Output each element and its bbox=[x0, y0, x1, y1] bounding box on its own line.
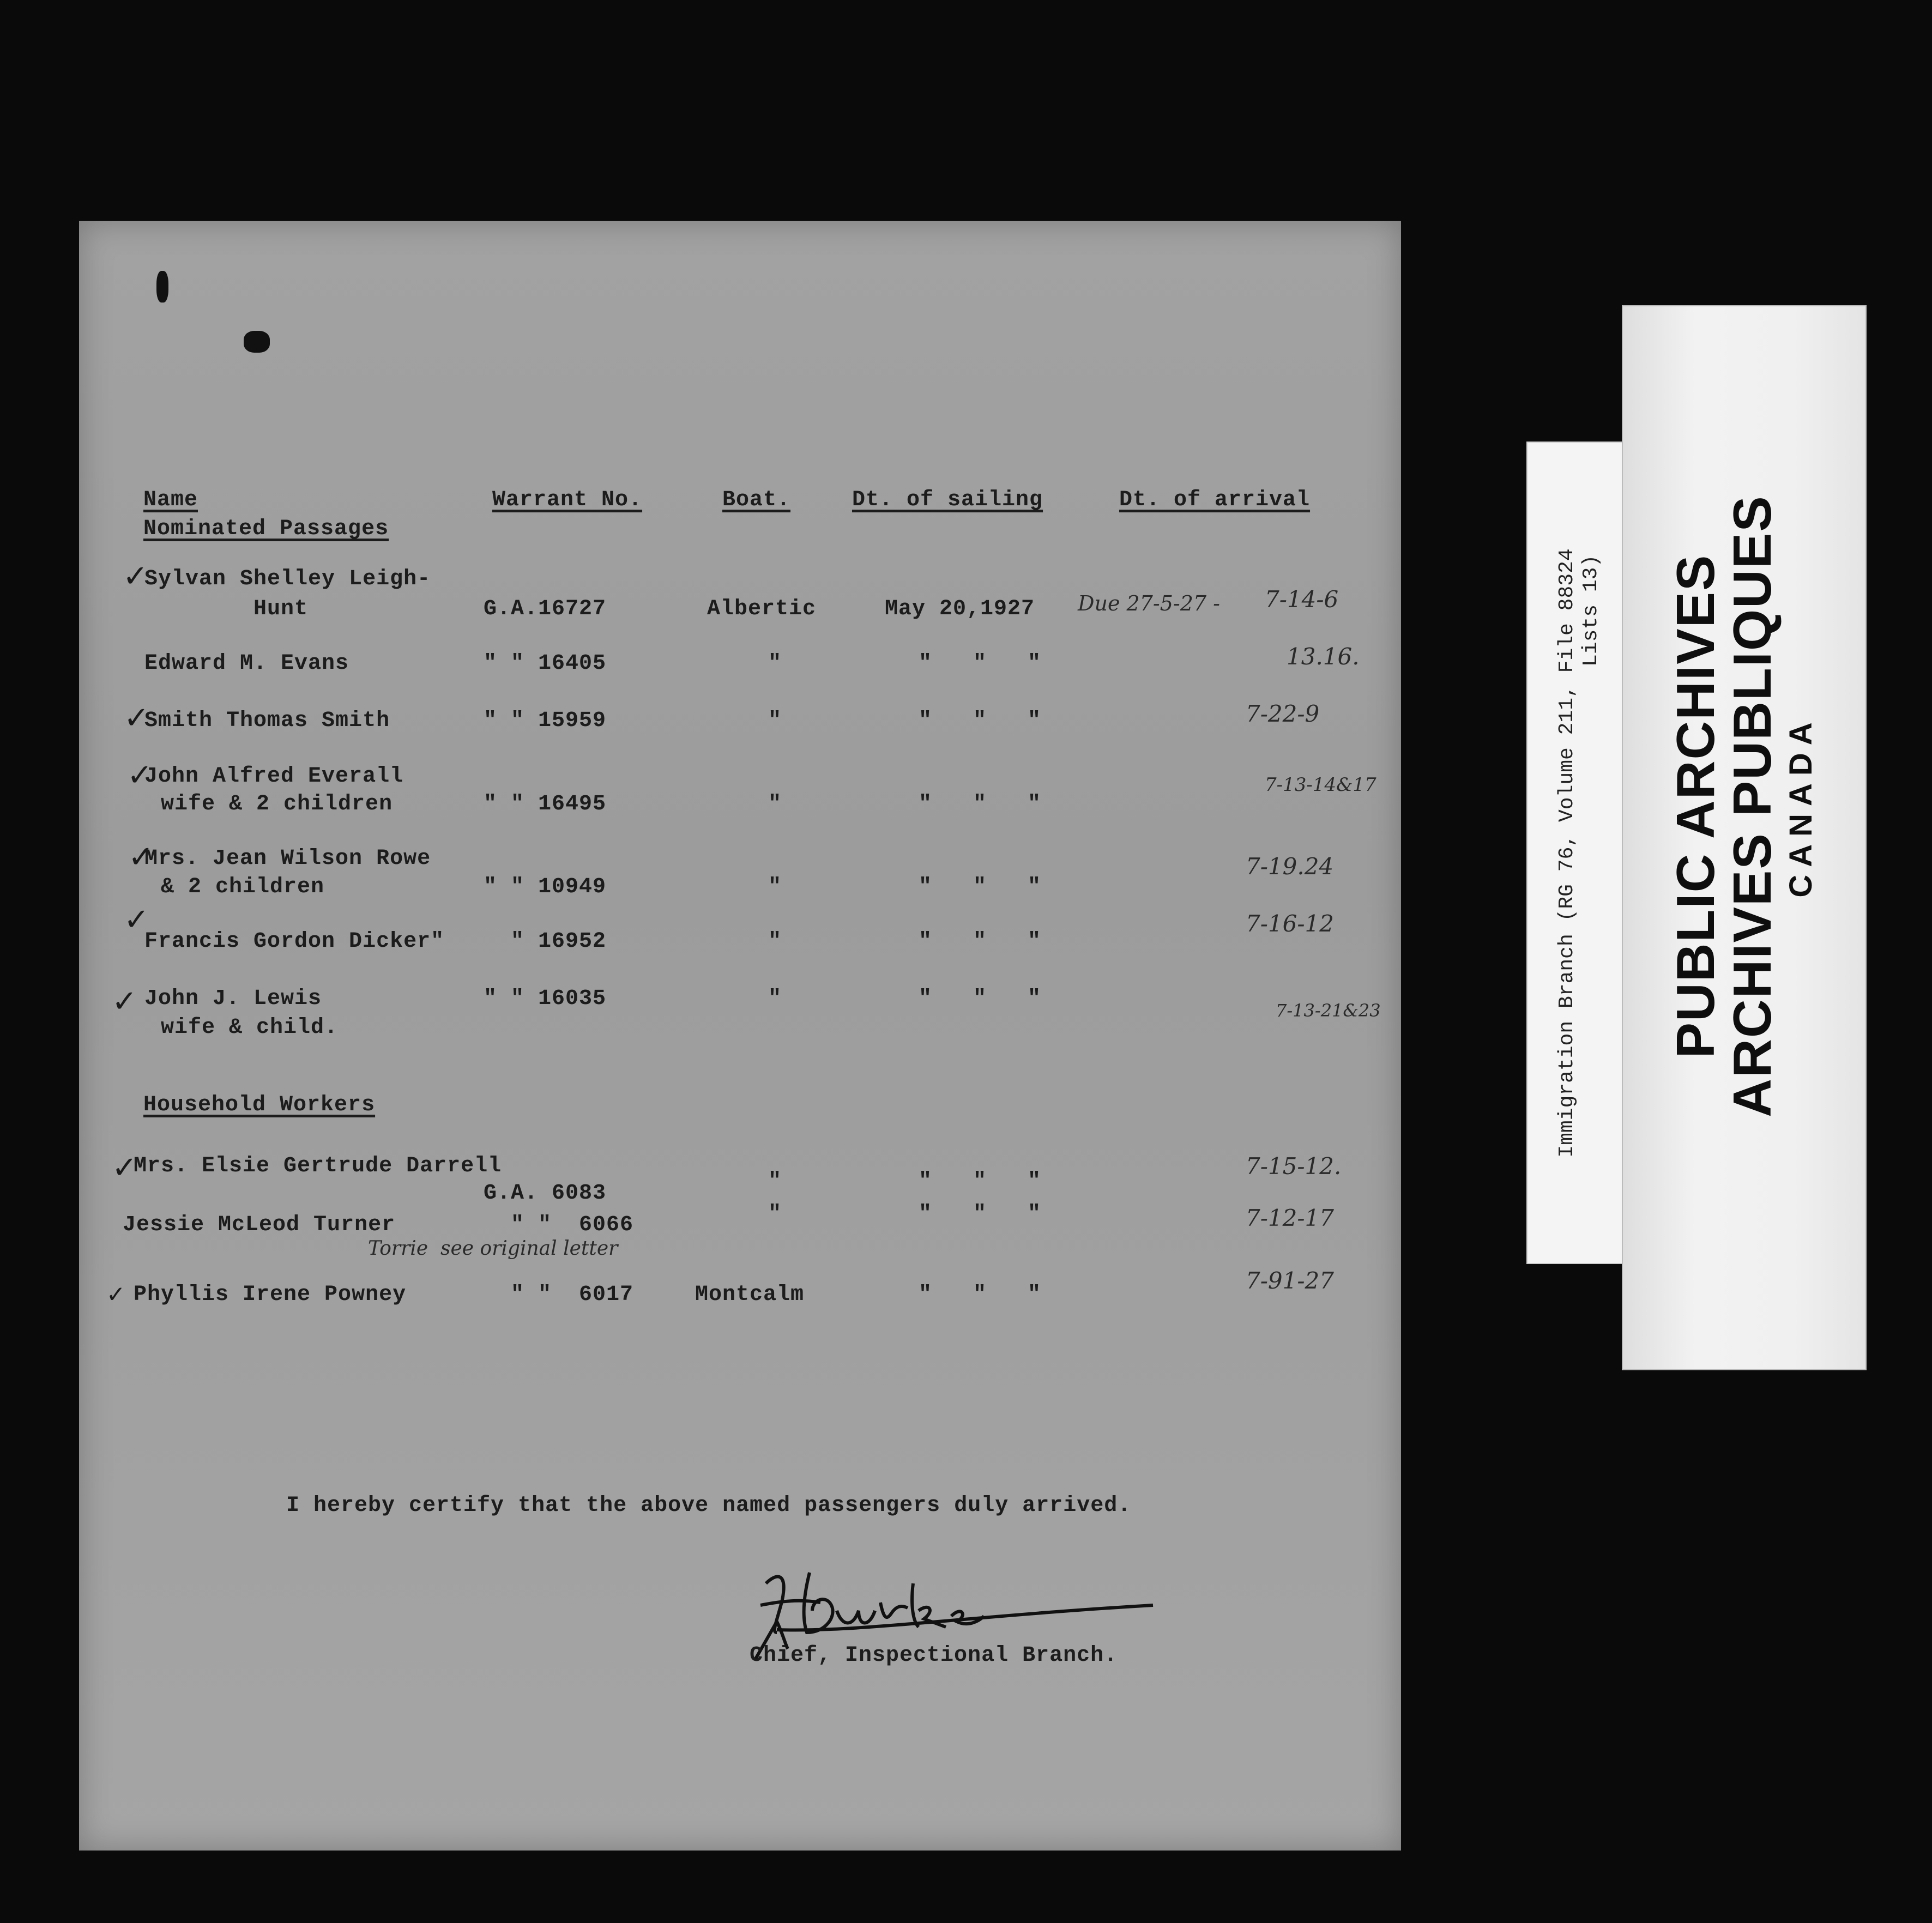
archive-reference-label bbox=[1526, 442, 1632, 1264]
row-name: Edward M. Evans bbox=[144, 651, 349, 676]
row-arrival: 7-16-12 bbox=[1246, 910, 1334, 937]
row-name-cont: Hunt bbox=[253, 597, 309, 621]
row-name: Francis Gordon Dicker" bbox=[144, 929, 445, 954]
household-arrival: 7-12-17 bbox=[1246, 1205, 1334, 1231]
row-warrant: G.A.16727 bbox=[484, 597, 607, 621]
row-warrant: " " 15959 bbox=[484, 709, 607, 733]
household-name: Mrs. Elsie Gertrude Darrell bbox=[134, 1154, 502, 1178]
household-boat: " bbox=[768, 1202, 782, 1226]
header-nominated: Nominated Passages bbox=[143, 517, 389, 541]
household-warrant: G.A. 6083 bbox=[484, 1181, 607, 1206]
row-warrant: " " 10949 bbox=[484, 875, 607, 899]
row-warrant: " " 16495 bbox=[484, 792, 607, 817]
household-boat: " bbox=[768, 1169, 782, 1194]
checkmark: ✓ bbox=[124, 700, 149, 736]
row-sailing: " " " bbox=[919, 651, 1042, 676]
household-arrival: 7-15-12. bbox=[1246, 1153, 1342, 1180]
household-boat: Montcalm bbox=[695, 1283, 805, 1307]
checkmark: ✓ bbox=[112, 1150, 137, 1186]
stamp-line-2: ARCHIVES PUBLIQUES bbox=[1722, 494, 1782, 1117]
checkmark: ✓ bbox=[112, 984, 137, 1019]
row-sailing: " " " bbox=[919, 792, 1042, 817]
row-name-cont: wife & child. bbox=[161, 1015, 339, 1040]
checkmark: ✓ bbox=[128, 839, 154, 875]
ink-blot bbox=[156, 271, 168, 303]
row-sailing: " " " bbox=[919, 875, 1042, 899]
row-arrival: 7-19.24 bbox=[1246, 853, 1334, 880]
checkmark: ✓ bbox=[106, 1281, 126, 1308]
header-name: Name bbox=[143, 488, 198, 512]
household-sailing: " " " bbox=[919, 1202, 1042, 1226]
household-name: Jessie McLeod Turner bbox=[123, 1213, 396, 1237]
row-name-cont: wife & 2 children bbox=[161, 792, 393, 817]
chief-label: Chief, Inspectional Branch. bbox=[750, 1643, 1118, 1668]
checkmark: ✓ bbox=[124, 902, 149, 938]
row-boat: Albertic bbox=[707, 597, 817, 621]
row-boat: " bbox=[768, 875, 782, 899]
household-sailing: " " " bbox=[919, 1283, 1042, 1307]
row-note: Due 27-5-27 - bbox=[1078, 591, 1220, 615]
row-arrival: 7-13-14&17 bbox=[1265, 774, 1376, 796]
row-boat: " bbox=[768, 792, 782, 817]
row-boat: " bbox=[768, 709, 782, 733]
row-sailing: " " " bbox=[919, 709, 1042, 733]
row-arrival: 13.16. bbox=[1287, 643, 1360, 670]
row-name-cont: & 2 children bbox=[161, 875, 325, 899]
row-arrival: 7-22-9 bbox=[1246, 700, 1320, 727]
row-warrant: " " 16405 bbox=[484, 651, 607, 676]
archives-stamp bbox=[1622, 305, 1867, 1370]
row-sailing: " " " bbox=[919, 929, 1042, 954]
row-name: Mrs. Jean Wilson Rowe bbox=[144, 846, 431, 871]
header-arrival: Dt. of arrival bbox=[1119, 488, 1311, 512]
row-name: Smith Thomas Smith bbox=[144, 709, 390, 733]
row-name: Sylvan Shelley Leigh- bbox=[144, 567, 431, 591]
household-name: Phyllis Irene Powney bbox=[134, 1283, 407, 1307]
document-page bbox=[79, 221, 1401, 1851]
checkmark: ✓ bbox=[123, 559, 148, 594]
row-sailing: May 20,1927 bbox=[885, 597, 1035, 621]
row-warrant: " " 16035 bbox=[484, 987, 607, 1011]
certify-statement: I hereby certify that the above named passengers duly arrived. bbox=[286, 1493, 1132, 1518]
row-boat: " bbox=[768, 987, 782, 1011]
row-arrival: 7-13-21&23 bbox=[1276, 1000, 1381, 1021]
header-boat: Boat. bbox=[722, 488, 791, 512]
household-warrant: " " 6017 bbox=[511, 1283, 634, 1307]
household-note: Torrie see original letter bbox=[368, 1237, 618, 1260]
row-warrant: " 16952 bbox=[511, 929, 607, 954]
ink-blot bbox=[244, 331, 270, 353]
household-arrival: 7-91-27 bbox=[1246, 1267, 1334, 1294]
row-boat: " bbox=[768, 651, 782, 676]
household-sailing: " " " bbox=[919, 1169, 1042, 1194]
row-name: John Alfred Everall bbox=[144, 764, 404, 789]
household-header: Household Workers bbox=[143, 1093, 376, 1117]
row-boat: " bbox=[768, 929, 782, 954]
row-arrival: 7-14-6 bbox=[1265, 586, 1339, 613]
archive-reference-text: Immigration Branch (RG 76, Volume 211, File 88324 Lists 13) bbox=[1555, 548, 1603, 1158]
archives-stamp-text bbox=[1667, 452, 1822, 1160]
header-sailing: Dt. of sailing bbox=[852, 488, 1043, 512]
checkmark: ✓ bbox=[127, 758, 153, 793]
row-sailing: " " " bbox=[919, 987, 1042, 1011]
stamp-line-1: PUBLIC ARCHIVES bbox=[1665, 554, 1725, 1058]
stamp-line-3: CANADA bbox=[1783, 714, 1819, 898]
header-warrant: Warrant No. bbox=[492, 488, 643, 512]
household-warrant: " " 6066 bbox=[511, 1213, 634, 1237]
row-name: John J. Lewis bbox=[144, 987, 322, 1011]
